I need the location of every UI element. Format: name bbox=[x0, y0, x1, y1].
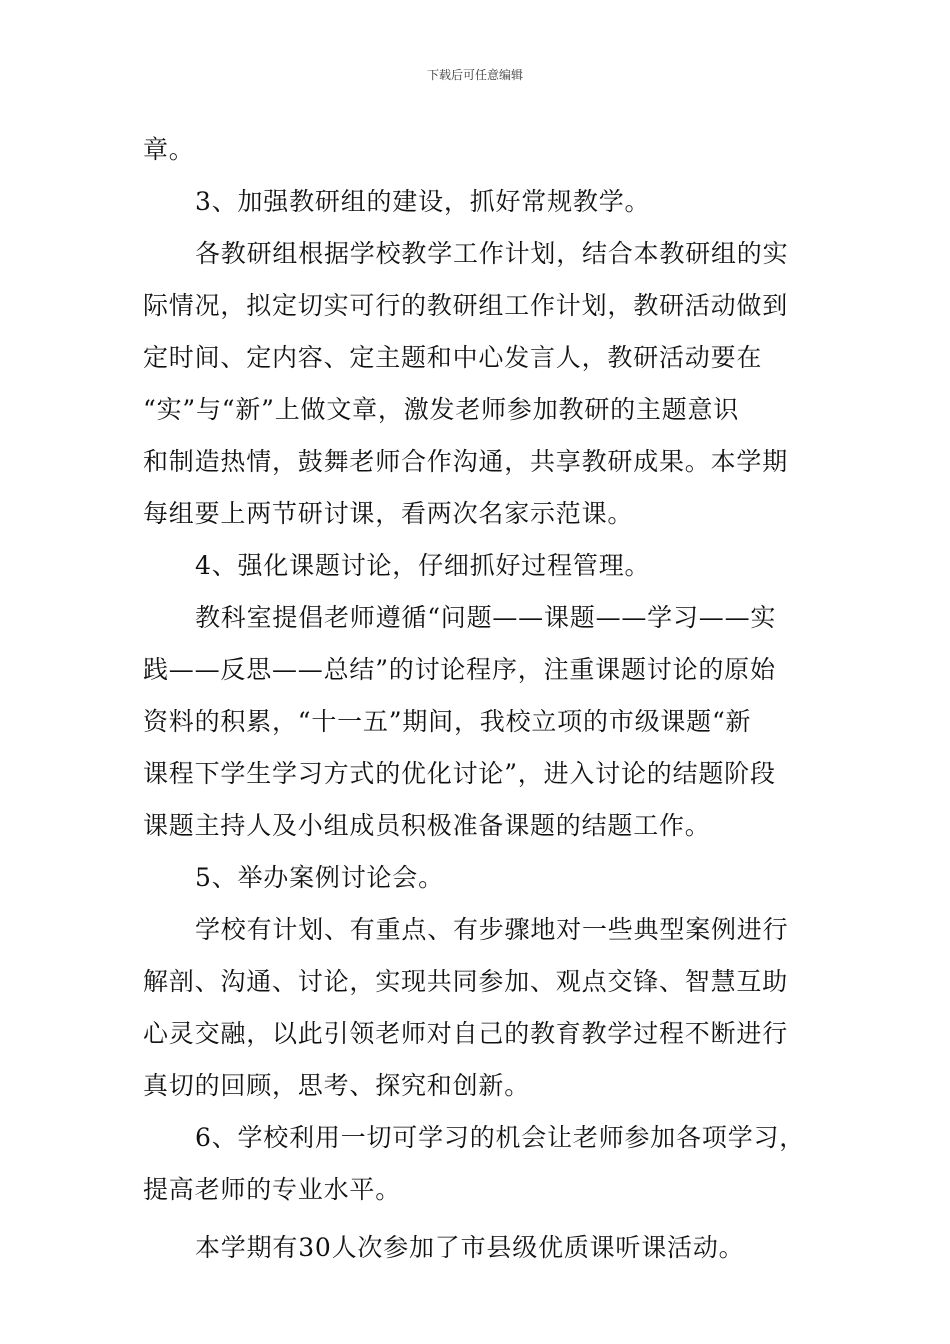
text-line: 定时间、定内容、定主题和中心发言人，教研活动要在 bbox=[143, 343, 763, 372]
text-line: 课题主持人及小组成员积极准备课题的结题工作。 bbox=[143, 811, 711, 840]
text-line: 教科室提倡老师遵循“问题——课题——学习——实 bbox=[195, 603, 777, 632]
text-line: 际情况，拟定切实可行的教研组工作计划，教研活动做到 bbox=[143, 291, 789, 320]
section-heading-4: 4、强化课题讨论，仔细抓好过程管理。 bbox=[195, 551, 651, 580]
text-line: 真切的回顾，思考、探究和创新。 bbox=[143, 1071, 531, 1100]
text-line: 每组要上两节研讨课，看两次名家示范课。 bbox=[143, 499, 634, 528]
text-line: 心灵交融，以此引领老师对自己的教育教学过程不断进行 bbox=[143, 1019, 789, 1048]
text-line: “实”与“新”上做文章，激发老师参加教研的主题意识 bbox=[143, 395, 740, 424]
document-body bbox=[143, 124, 813, 1274]
section-heading-6: 6、学校利用一切可学习的机会让老师参加各项学习， bbox=[195, 1123, 806, 1152]
text-line: 课程下学生学习方式的优化讨论”，进入讨论的结题阶段 bbox=[143, 759, 776, 788]
text-line: 和制造热情，鼓舞老师合作沟通，共享教研成果。本学期 bbox=[143, 447, 789, 476]
section-heading-3: 3、加强教研组的建设，抓好常规教学。 bbox=[195, 187, 651, 216]
text-line: 学校有计划、有重点、有步骤地对一些典型案例进行 bbox=[195, 915, 789, 944]
text-line: 本学期有30人次参加了市县级优质课听课活动。 bbox=[195, 1233, 745, 1262]
text-line: 解剖、沟通、讨论，实现共同参加、观点交锋、智慧互助 bbox=[143, 967, 789, 996]
text-line: 提高老师的专业水平。 bbox=[143, 1175, 402, 1204]
section-heading-5: 5、举办案例讨论会。 bbox=[195, 863, 444, 892]
text-line: 章。 bbox=[143, 135, 195, 164]
page-header-note: 下载后可任意编辑 bbox=[426, 68, 523, 82]
text-line: 践——反思——总结”的讨论程序，注重课题讨论的原始 bbox=[143, 655, 776, 684]
text-line: 资料的积累，“十一五”期间，我校立项的市级课题“新 bbox=[143, 707, 752, 736]
text-line: 各教研组根据学校教学工作计划，结合本教研组的实 bbox=[195, 239, 789, 268]
